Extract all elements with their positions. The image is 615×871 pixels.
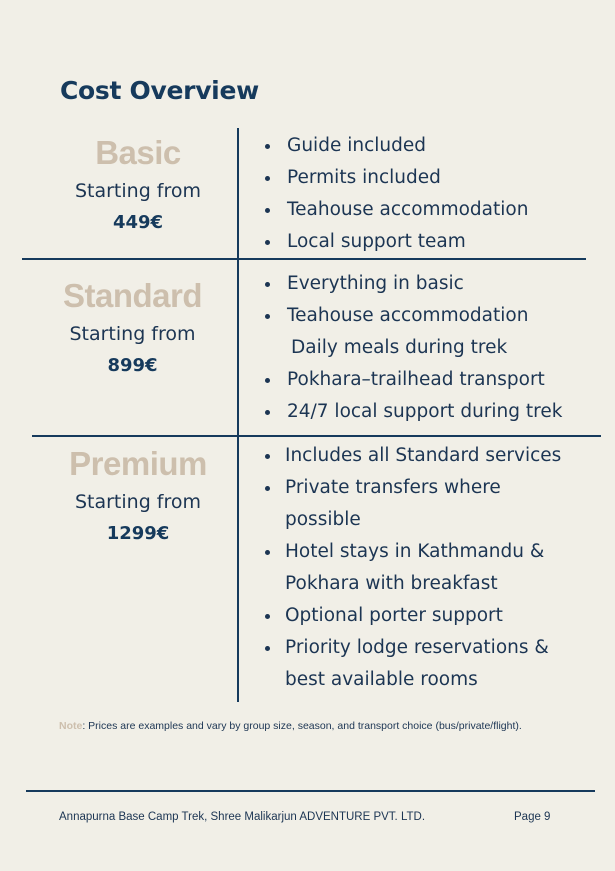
list-item: Local support team bbox=[262, 226, 528, 258]
note-text: : Prices are examples and vary by group size, season, and transport choice (bus/private/flight). bbox=[82, 720, 522, 732]
list-item: 24/7 local support during trek bbox=[262, 396, 562, 428]
page-title: Cost Overview bbox=[60, 76, 259, 105]
note-label: Note bbox=[59, 720, 83, 732]
standard-features bbox=[262, 268, 562, 428]
footer-divider bbox=[26, 790, 595, 792]
tier-price: 1299€ bbox=[106, 523, 170, 544]
tier-standard bbox=[55, 276, 210, 378]
list-item: Teahouse accommodation bbox=[262, 300, 562, 332]
basic-features bbox=[262, 130, 528, 258]
tier-basic bbox=[63, 133, 213, 235]
column-divider bbox=[237, 128, 239, 702]
tier-price: 449€ bbox=[112, 212, 164, 233]
list-item: Guide included bbox=[262, 130, 528, 162]
tier-name: Standard bbox=[62, 277, 203, 314]
row-divider-1 bbox=[22, 258, 586, 260]
list-item: Private transfers where bbox=[262, 472, 561, 504]
premium-features bbox=[262, 440, 561, 696]
tier-name: Basic bbox=[95, 134, 181, 171]
list-item: best available rooms bbox=[285, 669, 478, 690]
tier-starting-label: Starting from bbox=[69, 323, 196, 345]
list-item: Pokhara with breakfast bbox=[285, 573, 498, 594]
list-item: Priority lodge reservations & bbox=[262, 632, 561, 664]
list-item: Permits included bbox=[262, 162, 528, 194]
tier-premium bbox=[63, 444, 213, 546]
price-note bbox=[59, 718, 583, 734]
tier-starting-label: Starting from bbox=[74, 491, 202, 513]
list-item: Hotel stays in Kathmandu & bbox=[262, 536, 561, 568]
list-item: Teahouse accommodation bbox=[262, 194, 528, 226]
list-item: Everything in basic bbox=[262, 268, 562, 300]
list-item: Daily meals during trek bbox=[291, 337, 508, 358]
row-divider-2 bbox=[32, 435, 601, 437]
list-item: Optional porter support bbox=[262, 600, 561, 632]
footer-text: Annapurna Base Camp Trek, Shree Malikarjun ADVENTURE PVT. LTD. bbox=[59, 811, 426, 823]
list-item: Pokhara–trailhead transport bbox=[262, 364, 562, 396]
list-item: possible bbox=[285, 509, 361, 530]
tier-name: Premium bbox=[69, 445, 207, 482]
page-number: Page 9 bbox=[514, 811, 551, 823]
list-item: Includes all Standard services bbox=[262, 440, 561, 472]
tier-price: 899€ bbox=[107, 355, 158, 376]
tier-starting-label: Starting from bbox=[74, 180, 202, 202]
